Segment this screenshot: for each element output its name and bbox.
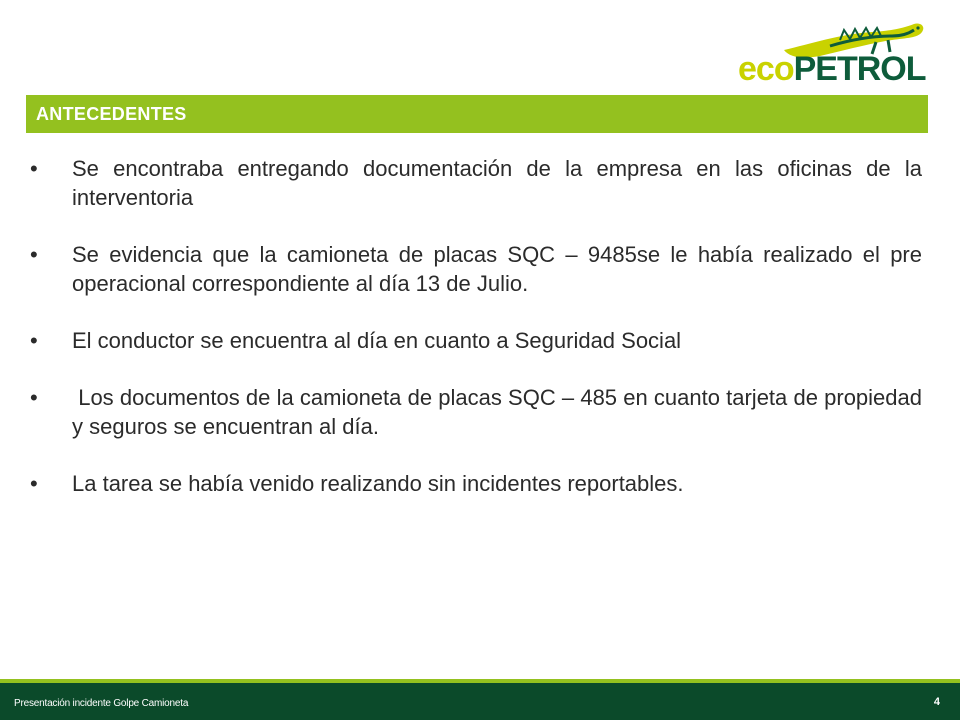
bullet-item [28,469,922,498]
logo-wordmark [738,52,926,86]
footer-bar [0,683,960,720]
bullet-item [28,240,922,298]
bullet-text: Se evidencia que la camioneta de placas SQC – 9485se le había realizado el pre operacional correspondiente al día 13 de Julio. [72,242,922,296]
logo-petrol-text: PETROL [793,50,926,88]
bullet-text: El conductor se encuentra al día en cuanto a Seguridad Social [72,328,682,353]
section-header-bar [26,95,928,133]
page-number: 4 [933,696,940,708]
footer-title: Presentación incidente Golpe Camioneta [14,698,189,709]
bullet-marker: • [30,328,38,353]
bullet-marker: • [30,471,38,496]
bullet-text: La tarea se había venido realizando sin incidentes reportables. [72,471,684,496]
bullet-text: Se encontraba entregando documentación de la empresa en las oficinas de la interventoria [72,156,922,210]
section-title: ANTECEDENTES [36,103,187,124]
bullet-list [28,154,929,526]
bullet-marker: • [30,385,38,410]
bullet-item [28,383,929,441]
bullet-marker: • [30,242,38,267]
bullet-text: Los documentos de la camioneta de placas SQC – 485 en cuanto tarjeta de propiedad y seguros se encuentran al día. [72,385,929,439]
bullet-marker: • [30,156,38,181]
bullet-item [28,154,922,212]
logo-eco-text: eco [738,50,794,88]
bullet-item [28,326,922,355]
ecopetrol-logo [738,20,934,86]
